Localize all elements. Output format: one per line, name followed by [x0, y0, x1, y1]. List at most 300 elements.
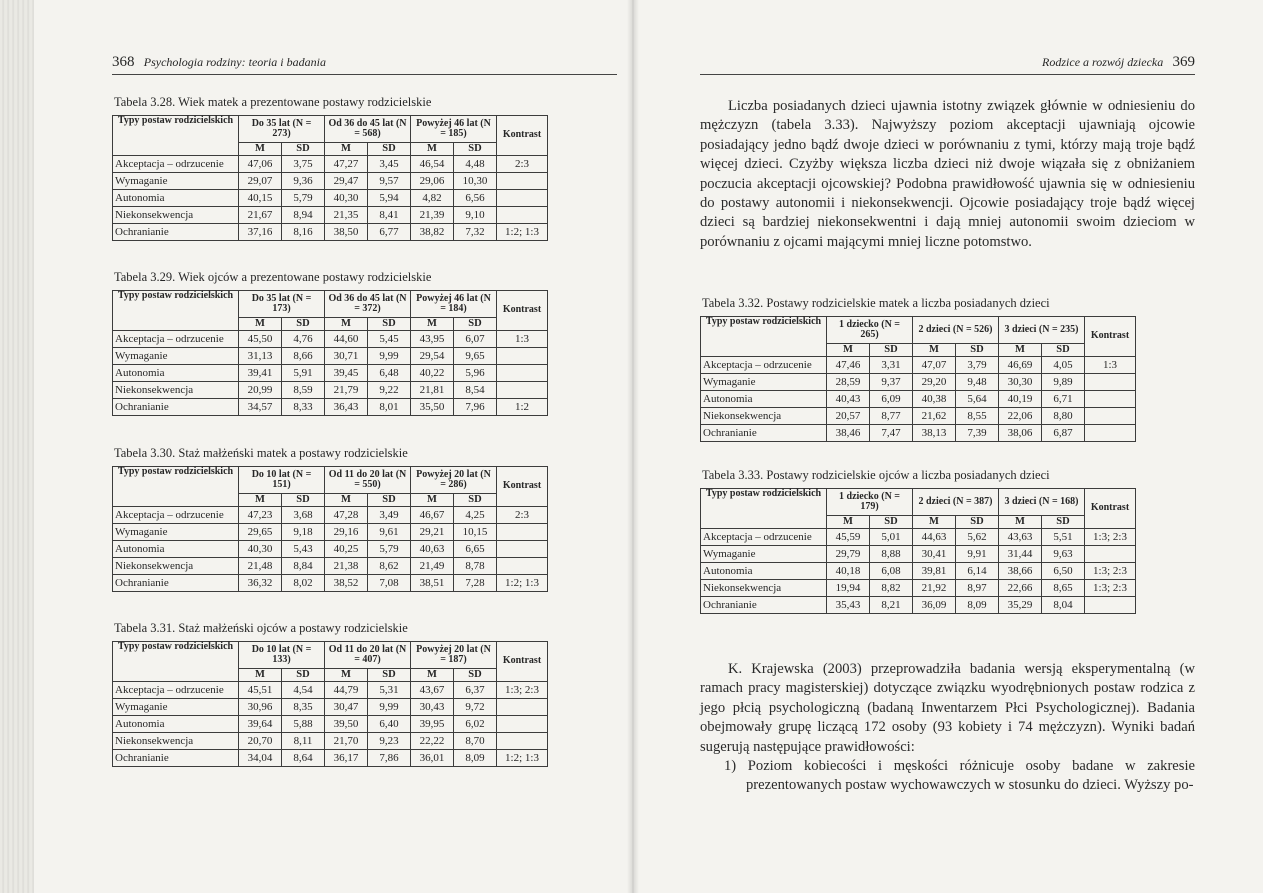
table-cell: 22,66 — [999, 580, 1042, 597]
table-cell: 36,43 — [325, 399, 368, 416]
table-cell: 38,66 — [999, 563, 1042, 580]
table-3-28 — [112, 95, 548, 241]
table-cell: 8,70 — [454, 733, 497, 750]
table-cell: 30,30 — [999, 374, 1042, 391]
mean-header: M — [999, 516, 1042, 529]
table-cell: 38,51 — [411, 575, 454, 592]
table-cell: 6,56 — [454, 190, 497, 207]
mean-header: M — [999, 344, 1042, 357]
table-cell: 6,02 — [454, 716, 497, 733]
table-cell: 47,46 — [827, 357, 870, 374]
table-cell: 21,70 — [325, 733, 368, 750]
table-cell: 8,78 — [454, 558, 497, 575]
table-cell: 8,66 — [282, 348, 325, 365]
table-cell: 7,86 — [368, 750, 411, 767]
table-cell: 46,69 — [999, 357, 1042, 374]
mean-header: M — [239, 143, 282, 156]
table-cell: 38,82 — [411, 224, 454, 241]
sd-header: SD — [282, 318, 325, 331]
corner-header: Typy postaw rodzicielskich — [701, 489, 827, 529]
sd-header: SD — [368, 494, 411, 507]
table-cell: 7,39 — [956, 425, 999, 442]
row-label: Wymaganie — [113, 524, 239, 541]
table-cell: 20,57 — [827, 408, 870, 425]
mean-header: M — [411, 669, 454, 682]
table-cell: 29,16 — [325, 524, 368, 541]
table-3-31 — [112, 621, 548, 767]
table-cell: 29,47 — [325, 173, 368, 190]
sd-header: SD — [454, 318, 497, 331]
kontrast-cell — [1085, 374, 1136, 391]
table-cell: 39,50 — [325, 716, 368, 733]
table-cell: 8,09 — [956, 597, 999, 614]
table-cell: 8,55 — [956, 408, 999, 425]
kontrast-cell — [497, 173, 548, 190]
table-cell: 40,22 — [411, 365, 454, 382]
table-3-32 — [700, 296, 1136, 442]
table-row — [113, 382, 548, 399]
table-cell: 5,51 — [1042, 529, 1085, 546]
table-row — [701, 425, 1136, 442]
row-label: Autonomia — [113, 365, 239, 382]
table-row — [113, 558, 548, 575]
kontrast-header: Kontrast — [497, 291, 548, 331]
table-cell: 3,45 — [368, 156, 411, 173]
table-cell: 3,68 — [282, 507, 325, 524]
table-cell: 45,51 — [239, 682, 282, 699]
table-cell: 21,48 — [239, 558, 282, 575]
row-label: Niekonsekwencja — [113, 733, 239, 750]
table-cell: 9,23 — [368, 733, 411, 750]
table-cell: 36,01 — [411, 750, 454, 767]
table-cell: 34,57 — [239, 399, 282, 416]
table-cell: 8,84 — [282, 558, 325, 575]
table-cell: 21,38 — [325, 558, 368, 575]
table-row — [701, 546, 1136, 563]
table-cell: 31,13 — [239, 348, 282, 365]
mean-header: M — [913, 344, 956, 357]
data-table — [112, 466, 548, 592]
table-row — [113, 224, 548, 241]
sd-header: SD — [1042, 516, 1085, 529]
sd-header: SD — [454, 494, 497, 507]
table-cell: 34,04 — [239, 750, 282, 767]
table-row — [701, 597, 1136, 614]
table-cell: 3,31 — [870, 357, 913, 374]
table-cell: 3,79 — [956, 357, 999, 374]
mean-header: M — [325, 143, 368, 156]
mean-header: M — [411, 318, 454, 331]
data-table — [700, 488, 1136, 614]
table-row — [113, 331, 548, 348]
table-cell: 9,99 — [368, 699, 411, 716]
kontrast-cell — [497, 733, 548, 750]
table-cell: 39,45 — [325, 365, 368, 382]
book-page-edges — [0, 0, 34, 893]
sd-header: SD — [282, 669, 325, 682]
table-cell: 10,15 — [454, 524, 497, 541]
row-label: Ochranianie — [701, 597, 827, 614]
table-cell: 6,71 — [1042, 391, 1085, 408]
sd-header: SD — [368, 143, 411, 156]
table-cell: 45,59 — [827, 529, 870, 546]
data-table — [112, 641, 548, 767]
table-caption: Tabela 3.33. Postawy rodzicielskie ojców a liczba posiadanych dzieci — [702, 468, 1050, 482]
table-cell: 40,19 — [999, 391, 1042, 408]
table-cell: 20,70 — [239, 733, 282, 750]
table-cell: 4,76 — [282, 331, 325, 348]
table-cell: 8,41 — [368, 207, 411, 224]
data-table — [112, 115, 548, 241]
table-row — [701, 374, 1136, 391]
table-cell: 6,08 — [870, 563, 913, 580]
kontrast-cell: 1:2; 1:3 — [497, 750, 548, 767]
kontrast-cell — [1085, 546, 1136, 563]
table-cell: 43,95 — [411, 331, 454, 348]
table-cell: 8,62 — [368, 558, 411, 575]
table-cell: 35,43 — [827, 597, 870, 614]
kontrast-header: Kontrast — [497, 116, 548, 156]
row-label: Autonomia — [113, 190, 239, 207]
group-header: Od 36 do 45 lat (N = 568) — [325, 116, 411, 143]
page-number-left: 368 — [112, 54, 135, 70]
table-cell: 8,04 — [1042, 597, 1085, 614]
table-cell: 5,45 — [368, 331, 411, 348]
row-label: Ochranianie — [113, 750, 239, 767]
table-cell: 8,21 — [870, 597, 913, 614]
table-row — [113, 733, 548, 750]
table-cell: 8,77 — [870, 408, 913, 425]
group-header: 1 dziecko (N = 179) — [827, 489, 913, 516]
row-label: Akceptacja – odrzucenie — [113, 156, 239, 173]
mean-header: M — [325, 494, 368, 507]
mean-header: M — [913, 516, 956, 529]
corner-header: Typy postaw rodzicielskich — [113, 467, 239, 507]
group-header: 3 dzieci (N = 235) — [999, 317, 1085, 344]
group-header: Od 11 do 20 lat (N = 550) — [325, 467, 411, 494]
table-cell: 9,63 — [1042, 546, 1085, 563]
sd-header: SD — [454, 669, 497, 682]
table-caption: Tabela 3.30. Staż małżeński matek a postawy rodzicielskie — [114, 446, 408, 460]
group-header: 2 dzieci (N = 526) — [913, 317, 999, 344]
table-row — [113, 699, 548, 716]
table-cell: 7,96 — [454, 399, 497, 416]
table-cell: 7,08 — [368, 575, 411, 592]
table-cell: 35,29 — [999, 597, 1042, 614]
table-cell: 20,99 — [239, 382, 282, 399]
table-cell: 6,07 — [454, 331, 497, 348]
table-cell: 39,41 — [239, 365, 282, 382]
row-label: Wymaganie — [113, 699, 239, 716]
kontrast-cell: 1:3; 2:3 — [1085, 563, 1136, 580]
table-cell: 9,22 — [368, 382, 411, 399]
mean-header: M — [239, 318, 282, 331]
kontrast-cell: 1:3; 2:3 — [1085, 580, 1136, 597]
table-row — [701, 391, 1136, 408]
list-item-1: 1) Poziom kobiecości i męskości różnicuje osoby badane w zakresie prezentowanych postaw wychowawczych w stosunku do dzieci. Wyższy po- — [724, 758, 1195, 794]
table-cell: 47,07 — [913, 357, 956, 374]
sd-header: SD — [870, 344, 913, 357]
right-page-header — [700, 54, 1195, 75]
running-title-left: Psychologia rodziny: teoria i badania — [143, 55, 326, 69]
row-label: Akceptacja – odrzucenie — [113, 331, 239, 348]
table-3-33 — [700, 468, 1136, 614]
running-title-right: Rodzice a rozwój dziecka — [1042, 55, 1164, 69]
table-cell: 8,54 — [454, 382, 497, 399]
kontrast-cell — [1085, 597, 1136, 614]
table-cell: 43,63 — [999, 529, 1042, 546]
table-cell: 21,67 — [239, 207, 282, 224]
group-header: 1 dziecko (N = 265) — [827, 317, 913, 344]
paragraph-children-count: Liczba posiadanych dzieci ujawnia istotny związek głównie w odniesieniu do mężczyzn (tabela 3.33). Najwyższy poziom akceptacji ujawniają ojcowie posiadający jedno bądź dwoje dzieci w porównaniu z tymi, którzy mają troje bądź więcej dzieci. Czyżby większa liczba dzieci niż dwoje wiązała się z obniżaniem poczucia akceptacji ojcowskiej? Podobna prawidłowość ujawnia się w odniesieniu do postawy autonomii i niekonsekwencji. Ojcowie posiadający troje bądź więcej dzieci są bardziej niekonsekwentni i dają mniej autonomii swoim dzieciom w porównaniu z ojcami mającymi mniej liczne potomstwo. — [700, 98, 1195, 250]
table-cell: 29,21 — [411, 524, 454, 541]
sd-header: SD — [368, 669, 411, 682]
table-cell: 5,43 — [282, 541, 325, 558]
table-cell: 3,75 — [282, 156, 325, 173]
group-header: Od 11 do 20 lat (N = 407) — [325, 642, 411, 669]
table-cell: 5,91 — [282, 365, 325, 382]
kontrast-cell: 1:3 — [497, 331, 548, 348]
mean-header: M — [239, 494, 282, 507]
row-label: Wymaganie — [701, 374, 827, 391]
table-cell: 29,79 — [827, 546, 870, 563]
table-cell: 3,49 — [368, 507, 411, 524]
table-cell: 47,06 — [239, 156, 282, 173]
kontrast-cell — [497, 558, 548, 575]
kontrast-header: Kontrast — [1085, 489, 1136, 529]
kontrast-cell — [497, 524, 548, 541]
sd-header: SD — [870, 516, 913, 529]
table-cell: 8,65 — [1042, 580, 1085, 597]
corner-header: Typy postaw rodzicielskich — [113, 116, 239, 156]
row-label: Akceptacja – odrzucenie — [701, 529, 827, 546]
group-header: Powyżej 20 lat (N = 187) — [411, 642, 497, 669]
page-number-right: 369 — [1172, 54, 1195, 70]
table-cell: 6,14 — [956, 563, 999, 580]
table-cell: 36,17 — [325, 750, 368, 767]
kontrast-header: Kontrast — [497, 467, 548, 507]
table-cell: 8,09 — [454, 750, 497, 767]
kontrast-cell — [497, 382, 548, 399]
table-cell: 45,50 — [239, 331, 282, 348]
table-cell: 38,06 — [999, 425, 1042, 442]
table-cell: 8,02 — [282, 575, 325, 592]
row-label: Wymaganie — [113, 173, 239, 190]
sd-header: SD — [368, 318, 411, 331]
table-cell: 29,06 — [411, 173, 454, 190]
table-row — [113, 173, 548, 190]
table-cell: 5,62 — [956, 529, 999, 546]
table-cell: 29,20 — [913, 374, 956, 391]
table-cell: 9,57 — [368, 173, 411, 190]
table-cell: 40,25 — [325, 541, 368, 558]
table-cell: 31,44 — [999, 546, 1042, 563]
right-page — [700, 0, 1195, 893]
table-cell: 8,16 — [282, 224, 325, 241]
table-cell: 8,82 — [870, 580, 913, 597]
table-3-30 — [112, 446, 548, 592]
table-cell: 44,60 — [325, 331, 368, 348]
table-cell: 8,64 — [282, 750, 325, 767]
kontrast-cell: 1:3; 2:3 — [1085, 529, 1136, 546]
table-cell: 38,46 — [827, 425, 870, 442]
table-cell: 9,61 — [368, 524, 411, 541]
table-3-29 — [112, 270, 548, 416]
table-cell: 47,27 — [325, 156, 368, 173]
mean-header: M — [827, 344, 870, 357]
table-row — [701, 580, 1136, 597]
kontrast-cell — [497, 190, 548, 207]
row-label: Ochranianie — [113, 399, 239, 416]
table-cell: 8,35 — [282, 699, 325, 716]
mean-header: M — [827, 516, 870, 529]
mean-header: M — [411, 494, 454, 507]
table-cell: 6,40 — [368, 716, 411, 733]
kontrast-cell — [497, 348, 548, 365]
sd-header: SD — [1042, 344, 1085, 357]
table-cell: 5,88 — [282, 716, 325, 733]
kontrast-cell: 2:3 — [497, 507, 548, 524]
table-cell: 5,64 — [956, 391, 999, 408]
kontrast-cell: 2:3 — [497, 156, 548, 173]
table-cell: 21,92 — [913, 580, 956, 597]
row-label: Niekonsekwencja — [113, 382, 239, 399]
table-row — [113, 541, 548, 558]
row-label: Wymaganie — [113, 348, 239, 365]
table-cell: 8,97 — [956, 580, 999, 597]
table-cell: 10,30 — [454, 173, 497, 190]
row-label: Wymaganie — [701, 546, 827, 563]
table-cell: 21,62 — [913, 408, 956, 425]
group-header: Powyżej 46 lat (N = 184) — [411, 291, 497, 318]
group-header: Do 35 lat (N = 273) — [239, 116, 325, 143]
table-cell: 5,31 — [368, 682, 411, 699]
table-row — [113, 716, 548, 733]
table-cell: 6,50 — [1042, 563, 1085, 580]
table-cell: 19,94 — [827, 580, 870, 597]
kontrast-cell — [497, 716, 548, 733]
group-header: 2 dzieci (N = 387) — [913, 489, 999, 516]
sd-header: SD — [956, 344, 999, 357]
table-cell: 21,81 — [411, 382, 454, 399]
table-cell: 9,10 — [454, 207, 497, 224]
mean-header: M — [411, 143, 454, 156]
table-cell: 40,63 — [411, 541, 454, 558]
table-row — [113, 575, 548, 592]
table-cell: 37,16 — [239, 224, 282, 241]
table-cell: 5,79 — [368, 541, 411, 558]
table-cell: 40,38 — [913, 391, 956, 408]
table-cell: 30,71 — [325, 348, 368, 365]
row-label: Autonomia — [113, 541, 239, 558]
table-cell: 47,23 — [239, 507, 282, 524]
row-label: Niekonsekwencja — [701, 580, 827, 597]
kontrast-header: Kontrast — [497, 642, 548, 682]
row-label: Ochranianie — [701, 425, 827, 442]
kontrast-cell — [1085, 425, 1136, 442]
table-cell: 9,48 — [956, 374, 999, 391]
group-header: Powyżej 46 lat (N = 185) — [411, 116, 497, 143]
table-cell: 46,54 — [411, 156, 454, 173]
table-cell: 4,25 — [454, 507, 497, 524]
data-table — [700, 316, 1136, 442]
table-cell: 21,79 — [325, 382, 368, 399]
table-cell: 8,33 — [282, 399, 325, 416]
table-cell: 22,06 — [999, 408, 1042, 425]
table-cell: 38,13 — [913, 425, 956, 442]
table-cell: 30,41 — [913, 546, 956, 563]
table-caption: Tabela 3.29. Wiek ojców a prezentowane postawy rodzicielskie — [114, 270, 432, 284]
table-cell: 43,67 — [411, 682, 454, 699]
table-cell: 44,63 — [913, 529, 956, 546]
table-row — [113, 348, 548, 365]
table-cell: 5,96 — [454, 365, 497, 382]
table-cell: 30,47 — [325, 699, 368, 716]
table-cell: 30,96 — [239, 699, 282, 716]
row-label: Niekonsekwencja — [113, 558, 239, 575]
table-cell: 38,52 — [325, 575, 368, 592]
table-cell: 9,65 — [454, 348, 497, 365]
data-table — [112, 290, 548, 416]
table-cell: 39,81 — [913, 563, 956, 580]
table-cell: 5,01 — [870, 529, 913, 546]
table-cell: 6,37 — [454, 682, 497, 699]
table-cell: 6,65 — [454, 541, 497, 558]
table-cell: 29,07 — [239, 173, 282, 190]
table-cell: 40,15 — [239, 190, 282, 207]
row-label: Niekonsekwencja — [113, 207, 239, 224]
table-cell: 8,80 — [1042, 408, 1085, 425]
row-label: Autonomia — [701, 563, 827, 580]
table-cell: 6,48 — [368, 365, 411, 382]
table-row — [113, 207, 548, 224]
group-header: Do 10 lat (N = 133) — [239, 642, 325, 669]
table-cell: 4,48 — [454, 156, 497, 173]
table-row — [113, 190, 548, 207]
kontrast-cell — [1085, 408, 1136, 425]
paragraph-krajewska: K. Krajewska (2003) przeprowadziła badania wersją eksperymentalną (w ramach pracy magisterskiej) dotyczące związku wyodrębnionych postaw rodzica z jego płcią psychologiczną (badaną Inwentarzem Płci Psychologicznej). Badania obejmowały grupę liczącą 172 osoby (93 kobiety i 74 mężczyzn). Wyniki badań sugerują następujące prawidłowości: — [700, 661, 1195, 755]
table-caption: Tabela 3.28. Wiek matek a prezentowane postawy rodzicielskie — [114, 95, 432, 109]
table-cell: 9,72 — [454, 699, 497, 716]
kontrast-cell: 1:3 — [1085, 357, 1136, 374]
table-cell: 8,88 — [870, 546, 913, 563]
kontrast-cell: 1:2; 1:3 — [497, 224, 548, 241]
table-cell: 9,36 — [282, 173, 325, 190]
sd-header: SD — [282, 494, 325, 507]
row-label: Autonomia — [113, 716, 239, 733]
table-cell: 6,77 — [368, 224, 411, 241]
left-page-header — [112, 54, 617, 75]
table-cell: 7,32 — [454, 224, 497, 241]
table-cell: 8,01 — [368, 399, 411, 416]
table-cell: 36,32 — [239, 575, 282, 592]
corner-header: Typy postaw rodzicielskich — [113, 291, 239, 331]
table-row — [113, 750, 548, 767]
kontrast-cell — [497, 365, 548, 382]
table-cell: 7,28 — [454, 575, 497, 592]
table-row — [113, 507, 548, 524]
table-cell: 5,94 — [368, 190, 411, 207]
table-cell: 38,50 — [325, 224, 368, 241]
group-header: Od 36 do 45 lat (N = 372) — [325, 291, 411, 318]
table-cell: 28,59 — [827, 374, 870, 391]
table-row — [113, 365, 548, 382]
group-header: Do 35 lat (N = 173) — [239, 291, 325, 318]
table-cell: 36,09 — [913, 597, 956, 614]
left-page — [112, 0, 617, 893]
row-label: Akceptacja – odrzucenie — [701, 357, 827, 374]
table-row — [113, 156, 548, 173]
